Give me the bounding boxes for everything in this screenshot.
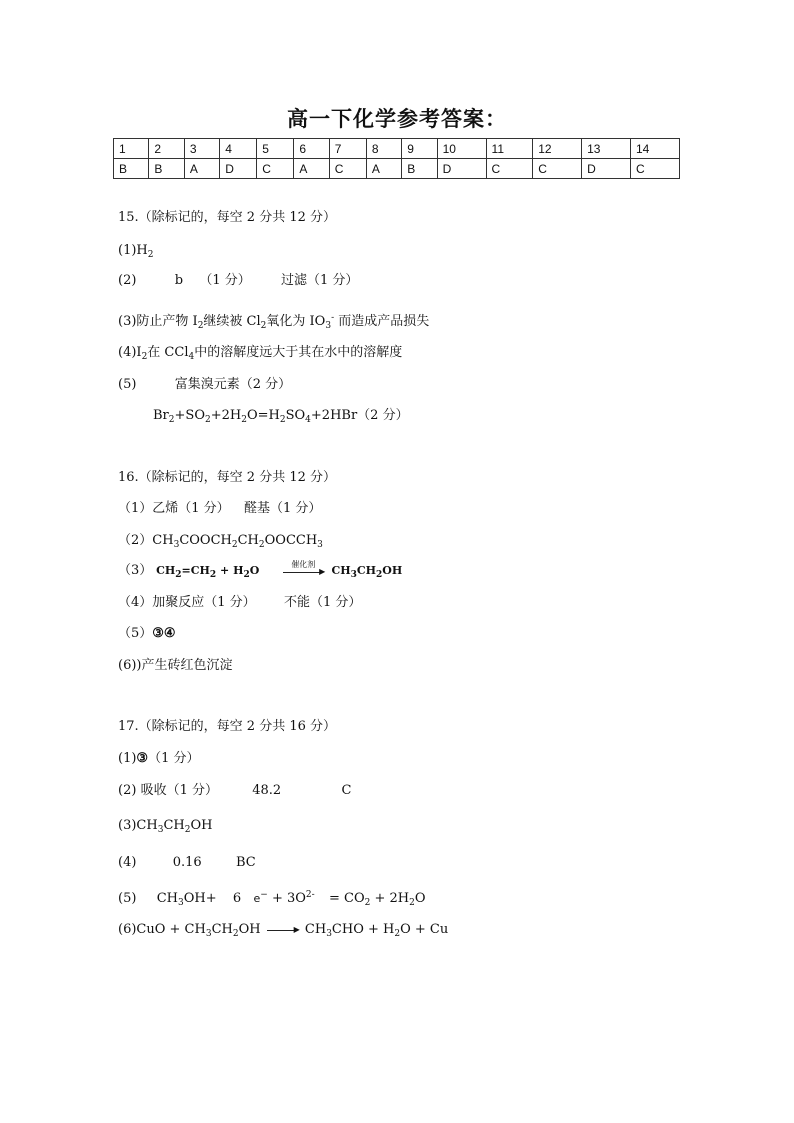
formula-text: OH [382,564,403,577]
formula-text: O [249,564,260,577]
answer-cell: C [486,159,533,179]
q16-answer-6: (6))产生砖红色沉淀 [118,658,233,673]
q15-5-answer-a: 富集溴元素（2 分） [174,377,292,392]
q17-2-label: (2) [118,783,137,798]
subscript: 2 [364,898,371,908]
formula-text: = CO [328,891,365,906]
answer-cell: D [437,159,486,179]
q16-3-label: （3） [118,563,153,578]
q16-5-label: （5） [118,626,153,641]
subscript: 3 [325,321,332,331]
subscript: 2 [147,250,154,260]
formula-text: CH [156,891,178,906]
subscript: 2 [141,352,148,362]
question-number: 2 [149,139,184,159]
answer-table-answer-row [114,159,680,179]
q17-answer-3 [118,818,212,838]
q15-answer-1 [118,243,154,263]
question-number: 3 [184,139,219,159]
formula-text: SO [285,408,306,423]
q17-header: 17.（除标记的，每空 2 分共 16 分） [118,719,337,734]
q16-2-label: （2） [118,533,153,548]
subscript: 2 [232,929,239,939]
subscript: 3 [326,929,332,939]
q17-answer-1 [118,751,199,767]
q15-2-answer-a: b [174,273,184,288]
page-title: 高一下化学参考答案： [287,107,507,131]
reaction-arrow-icon: ▶ [267,925,299,935]
question-number: 9 [402,139,437,159]
q15-2-answer-b: 过滤（1 分） [281,273,359,288]
subscript: 3 [350,570,357,580]
q15-4-text-b: 在 CCl [147,345,189,360]
subscript: 2 [243,570,250,580]
answer-cell: A [366,159,401,179]
question-number: 7 [329,139,366,159]
q15-3-text-c: 氧化为 IO [266,314,326,329]
question-number: 8 [366,139,401,159]
formula-text: 6 [232,891,242,906]
subscript: 3 [173,540,180,550]
q16-4-answer-b: 不能（1 分） [283,595,362,610]
formula-text: CH [237,533,259,548]
q16-5-answer: ③④ [152,626,176,641]
answer-cell: C [329,159,366,179]
formula-text: Br [153,408,169,423]
subscript: 2 [241,415,247,425]
q17-2-answer-a: 吸收（1 分） [140,783,218,798]
answer-cell: A [184,159,219,179]
q15-answer-4 [118,345,402,365]
q15-3-text-b: 继续被 Cl [203,314,261,329]
formula-text: CHO + H [331,922,395,937]
subscript: 4 [188,352,195,362]
q17-4-answer-b: BC [235,855,256,870]
formula-text: O + Cu [400,922,449,937]
q17-5-label: (5) [118,891,137,906]
formula-text: CH [211,922,233,937]
answer-cell: B [402,159,437,179]
subscript: 2 [175,570,182,580]
electron-symbol: e [253,892,261,905]
question-number: 5 [257,139,294,159]
subscript: 2 [231,540,238,550]
q15-answer-5 [118,377,291,393]
reaction-arrow-icon: 催化剂 ▶ [283,565,323,577]
answer-cell: C [257,159,294,179]
subscript: 3 [205,929,212,939]
catalyst-label: 催化剂 [291,559,316,569]
subscript: 2 [376,570,383,580]
q16-4-answer-a: （4）加聚反应（1 分） [118,595,256,610]
subscript: 3 [317,540,323,550]
subscript: 2 [197,321,204,331]
q17-answer-2 [118,783,351,799]
q15-answer-3 [118,310,429,334]
q16-header: 16.（除标记的，每空 2 分共 12 分） [118,470,337,485]
subscript: 2 [184,825,191,835]
formula-text: OH [238,922,261,937]
q16-answer-1 [118,501,321,517]
answer-cell: B [149,159,184,179]
subscript: 2 [168,415,175,425]
q17-answer-5 [118,887,426,911]
answer-cell: D [582,159,631,179]
subscript: 2 [409,898,415,908]
formula-text: OH [190,818,213,833]
answer-cell: D [220,159,257,179]
q15-answer-2 [118,273,358,289]
subscript: 2 [260,321,267,331]
subscript: 4 [305,415,311,425]
q15-2-score-a: （1 分） [199,273,251,288]
subscript: 2 [279,415,286,425]
question-number: 4 [220,139,257,159]
superscript: − [260,890,268,900]
q17-1-label: (1) [118,751,137,766]
q15-3-text-a: (3)防止产物 I [118,314,198,329]
q17-2-answer-c: C [341,783,352,798]
subscript: 2 [258,540,265,550]
answer-cell: C [533,159,582,179]
formula-text: OH+ [183,891,217,906]
q16-answer-3 [118,559,403,583]
q17-answer-4 [118,855,256,871]
formula-text: CH [152,533,174,548]
formula-text: +2H [210,408,242,423]
formula-text: (3)CH [118,818,158,833]
formula-text: +2HBr（2 分） [310,408,409,423]
formula-text: + H [216,564,244,577]
q17-4-label: (4) [118,855,137,870]
subscript: 2 [204,415,211,425]
answer-cell: C [631,159,680,179]
subscript: 2 [394,929,401,939]
q16-answer-5 [118,626,176,642]
question-number: 1 [114,139,149,159]
q15-3-text-d: 而造成产品损失 [338,314,430,329]
q16-answer-4 [118,595,361,611]
formula-text: CH [356,564,377,577]
q17-answer-6 [118,922,448,942]
answer-cell: A [294,159,329,179]
q15-2-label: (2) [118,273,137,288]
question-number: 14 [631,139,680,159]
formula-text: CH [331,564,351,577]
superscript: - [331,313,335,323]
q16-answer-2 [118,533,323,553]
formula-text: + 2H [374,891,410,906]
formula-text: CH [304,922,327,937]
q16-1-answer-a: （1）乙烯（1 分） [118,501,230,516]
formula-text: CH [163,818,185,833]
q17-2-answer-b: 48.2 [252,783,282,798]
subscript: 3 [157,825,164,835]
answer-table-number-row [114,139,680,159]
answer-table [113,138,680,179]
q15-4-text-a: (4)I [118,345,142,360]
formula-text: =CH [181,564,210,577]
question-number: 6 [294,139,329,159]
q15-header: 15.（除标记的，每空 2 分共 12 分） [118,210,337,225]
formula-text: + 3O [271,891,306,906]
formula-text: COOCH [179,533,232,548]
subscript: 2 [209,570,217,580]
answer-cell: B [114,159,149,179]
q17-1-answer: ③ [136,751,149,766]
question-number: 11 [486,139,533,159]
superscript: 2- [305,890,315,900]
q15-1-text: (1)H [118,243,148,258]
formula-text: OOCCH [264,533,318,548]
formula-text: (6)CuO + CH [118,922,206,937]
formula-text: O [414,891,426,906]
q17-4-answer-a: 0.16 [172,855,202,870]
question-number: 12 [533,139,582,159]
q17-1-score: （1 分） [148,751,200,766]
formula-text: O=H [246,408,280,423]
question-number: 13 [582,139,631,159]
q15-4-text-c: 中的溶解度远大于其在水中的溶解度 [194,345,403,360]
q16-1-answer-b: 醛基（1 分） [243,501,322,516]
formula-text: CH [156,564,176,577]
subscript: 3 [178,898,184,908]
q15-5-label: (5) [118,377,137,392]
question-number: 10 [437,139,486,159]
q15-equation [153,408,409,428]
formula-text: +SO [174,408,205,423]
